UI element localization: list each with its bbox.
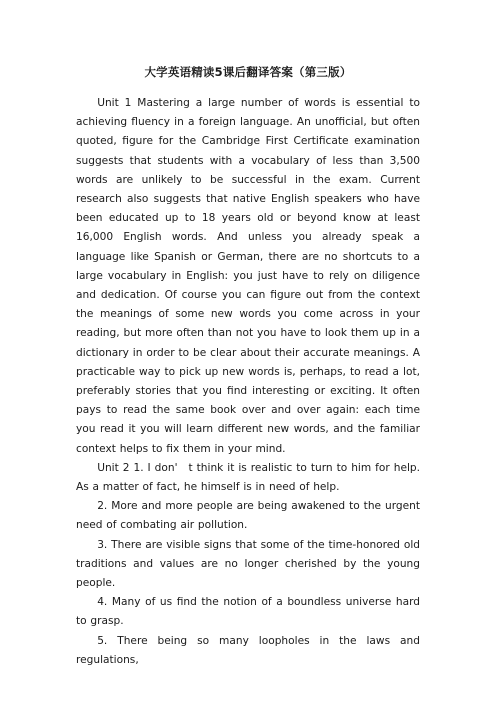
document-page bbox=[76, 64, 420, 670]
paragraph-unit-2-item-4: 4. Many of us find the notion of a boundless universe hard to grasp. bbox=[76, 596, 420, 628]
paragraph-unit-2-item-3: 3. There are visible signs that some of the time-honored old traditions and values are no longer cherished by the young people. bbox=[76, 538, 420, 590]
paragraph-unit-2-item-1: Unit 2 1. I don' t think it is realistic to turn to him for help. As a matter of fact, he himself is in need of help. bbox=[76, 461, 420, 494]
paragraph-unit-2-item-5: 5. There being so many loopholes in the laws and regulations, bbox=[76, 634, 420, 666]
document-title: 大学英语精读5课后翻译答案（第三版） bbox=[144, 65, 352, 79]
paragraph-unit-2-item-2: 2. More and more people are being awakened to the urgent need of combating air pollution. bbox=[76, 500, 420, 532]
paragraph-unit-1: Unit 1 Mastering a large number of words is essential to achieving fluency in a foreign language. An unofficial, but often quoted, figure for the Cambridge First Certificate examination suggests that students with a vocabulary of less than 3,500 words are unlikely to be successful in the exam. Current research also suggests that native English speakers who have been educated up to 18 years old or beyond know at least 16,000 English words. And unless you already speak a language like Spanish or German, there are no shortcuts to a large vocabulary in English: you just have to rely on diligence and dedication. Of course you can figure out from the context the meanings of some new words you come across in your reading, but more often than not you have to look them up in a dictionary in order to be clear about their accurate meanings. A practicable way to pick up new words is, perhaps, to read a lot, preferably stories that you find interesting or exciting. It often pays to read the same book over and over again: each time you read it you will learn different new words, and the familiar context helps to fix them in your mind. bbox=[76, 97, 420, 455]
